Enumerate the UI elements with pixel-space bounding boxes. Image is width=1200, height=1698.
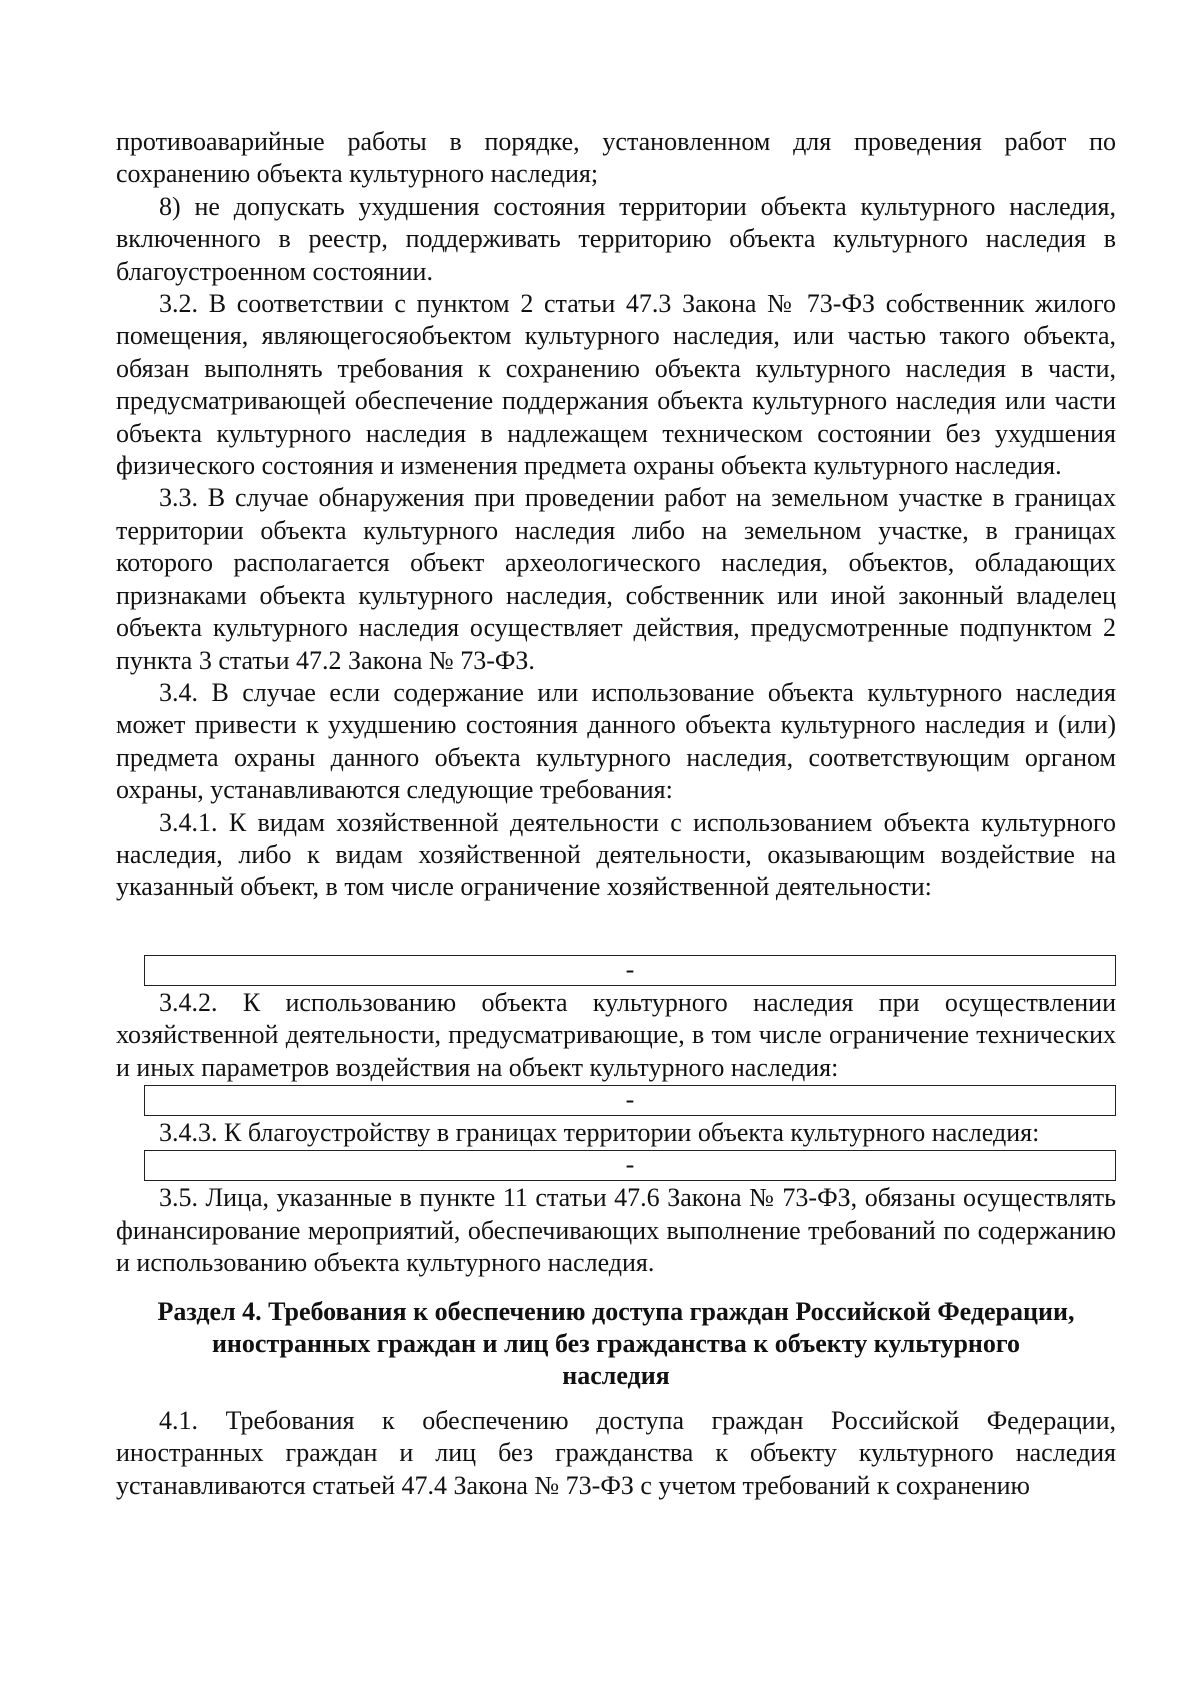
section-4-heading: Раздел 4. Требования к обеспечению доступа граждан Российской Федерации, иностранных граждан и лиц без гражданства к объекту культурного наследия [157, 1296, 1075, 1391]
paragraph-3-3: 3.3. В случае обнаружения при проведении работ на земельном участке в границах территории объекта культурного наследия либо на земельном участке, в границах которого располагается объект археологического наследия, объектов, обладающих признаками объекта культурного наследия, собственник или иной законный владелец объекта культурного наследия осуществляет действия, предусмотренные подпунктом 2 пункта 3 статьи 47.2 Закона № 73-ФЗ. [116, 483, 1116, 675]
paragraph-3-4-3: 3.4.3. К благоустройству в границах территории объекта культурного наследия: [159, 1117, 1040, 1147]
paragraph-3-4: 3.4. В случае если содержание или использование объекта культурного наследия может привести к ухудшению состояния данного объекта культурного наследия и (или) предмета охраны данного объекта культурного наследия, соответствующим органом охраны, устанавливаются следующие требования: [116, 677, 1116, 805]
paragraph-3-5: 3.5. Лица, указанные в пункте 11 статьи 47.6 Закона № 73-ФЗ, обязаны осуществлять финансирование мероприятий, обеспечивающих выполнение требований по содержанию и использованию объекта культурного наследия. [116, 1183, 1116, 1278]
paragraph-3-4-2: 3.4.2. К использованию объекта культурного наследия при осуществлении хозяйственной деятельности, предусматривающие, в том числе ограничение технических и иных параметров воздействия на объект культурного наследия: [116, 987, 1116, 1082]
paragraph-8: 8) не допускать ухудшения состояния территории объекта культурного наследия, включенного в реестр, поддерживать территорию объекта культурного наследия в благоустроенном состоянии. [116, 191, 1116, 286]
table-cell-3-4-3: - [144, 1150, 1116, 1181]
table-cell-3-4-2: - [144, 1085, 1116, 1116]
paragraph-3-4-1: 3.4.1. К видам хозяйственной деятельности с использованием объекта культурного наследия, либо к видам хозяйственной деятельности, оказывающим воздействие на указанный объект, в том числе ограничение хозяйственной деятельности: [116, 807, 1116, 902]
paragraph-3-2: 3.2. В соответствии с пунктом 2 статьи 47.3 Закона № 73-ФЗ собственник жилого помещения, являющегосяобъектом культурного наследия, или частью такого объекта, обязан выполнять требования к сохранению объекта культурного наследия в части, предусматривающей обеспечение поддержания объекта культурного наследия или части объекта культурного наследия в надлежащем техническом состоянии без ухудшения физического состояния и изменения предмета охраны объекта культурного наследия. [116, 289, 1116, 481]
document-page [116, 126, 1116, 1502]
table-cell-3-4-1: - [144, 955, 1116, 986]
paragraph-intro: противоаварийные работы в порядке, установленном для проведения работ по сохранению объекта культурного наследия; [116, 127, 1116, 189]
paragraph-4-1: 4.1. Требования к обеспечению доступа граждан Российской Федерации, иностранных граждан и лиц без гражданства к объекту культурного наследия устанавливаются статьей 47.4 Закона № 73-ФЗ с учетом требований к сохранению [116, 1405, 1116, 1500]
